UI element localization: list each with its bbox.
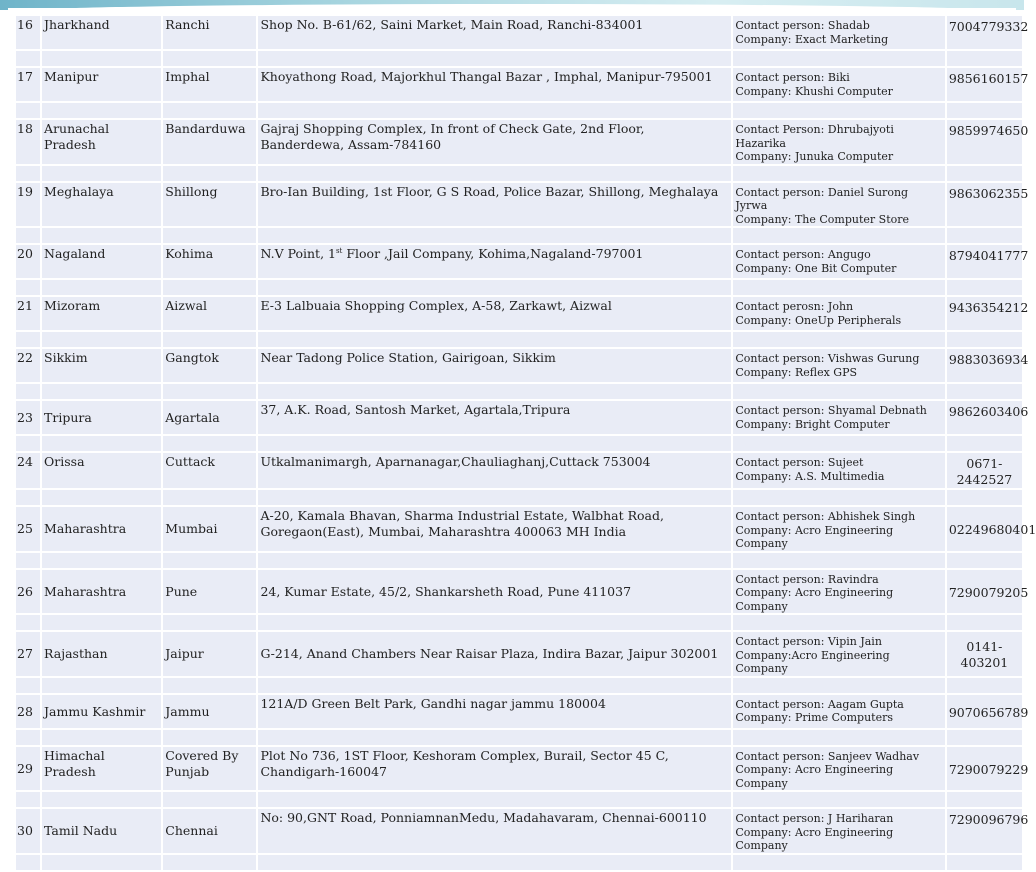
address-cell: E-3 Lalbuaia Shopping Complex, A-58, Zarkawt, Aizwal [258, 297, 731, 330]
serial-number: 28 [16, 695, 40, 728]
phone-cell: 9859974650 [947, 120, 1022, 164]
table-row [16, 183, 1022, 227]
city-cell: Kohima [163, 245, 256, 278]
city-cell: Mumbai [163, 507, 256, 551]
spacer-row [16, 280, 1022, 295]
state-cell: Mizoram [42, 297, 161, 330]
table-row [16, 120, 1022, 164]
contact-cell [733, 570, 944, 614]
city-cell: Shillong [163, 183, 256, 227]
table-row [16, 453, 1022, 488]
state-cell: Maharashtra [42, 507, 161, 551]
contact-person: Contact Person: Dhrubajyoti Hazarika [735, 123, 894, 150]
city-cell: Cuttack [163, 453, 256, 488]
contact-cell [733, 120, 944, 164]
spacer-row [16, 730, 1022, 745]
spacer-row [16, 792, 1022, 807]
spacer-row [16, 436, 1022, 451]
company-name: Company:Acro Engineering Company [735, 648, 890, 675]
address-cell: N.V Point, 1st Floor ,Jail Company, Kohima,Nagaland-797001 [258, 245, 731, 278]
address-cell: Shop No. B-61/62, Saini Market, Main Road, Ranchi-834001 [258, 16, 731, 49]
serial-number: 20 [16, 245, 40, 278]
spacer-row [16, 678, 1022, 693]
table-row [16, 68, 1022, 101]
address-cell: Utkalmanimargh, Aparnanagar,Chauliaghanj,Cuttack 753004 [258, 453, 731, 488]
phone-cell: 9883036934 [947, 349, 1022, 382]
address-cell: Khoyathong Road, Majorkhul Thangal Bazar , Imphal, Manipur-795001 [258, 68, 731, 101]
address-cell: Plot No 736, 1ST Floor, Keshoram Complex, Burail, Sector 45 C, Chandigarh-160047 [258, 747, 731, 791]
contact-person: Contact person: Vipin Jain [735, 635, 882, 648]
phone-cell: 9856160157 [947, 68, 1022, 101]
serial-number: 16 [16, 16, 40, 49]
city-cell: Covered By Punjab [163, 747, 256, 791]
phone-cell: 9436354212 [947, 297, 1022, 330]
address-cell: G-214, Anand Chambers Near Raisar Plaza, Indira Bazar, Jaipur 302001 [258, 632, 731, 676]
contact-cell [733, 297, 944, 330]
spacer-row [16, 103, 1022, 118]
table-row [16, 245, 1022, 278]
spacer-row [16, 166, 1022, 181]
serial-number: 24 [16, 453, 40, 488]
phone-cell: 7290079205 [947, 570, 1022, 614]
contact-cell [733, 695, 944, 728]
serial-number: 18 [16, 120, 40, 164]
serial-number: 19 [16, 183, 40, 227]
contact-person: Contact person: Shyamal Debnath [735, 404, 927, 417]
document-sheet [8, 8, 1036, 852]
serial-number: 27 [16, 632, 40, 676]
contact-person: Contact person: J Hariharan [735, 812, 894, 825]
contact-person: Contact person: Sanjeev Wadhav [735, 749, 920, 763]
table-row [16, 297, 1022, 330]
company-name: Company: Junuka Computer [735, 150, 894, 163]
company-name: Company: Acro Engineering Company [735, 523, 894, 550]
phone-cell: 9070656789 [947, 695, 1022, 728]
contact-person: Contact perosn: John [735, 300, 854, 313]
contact-cell [733, 183, 944, 227]
serial-number: 23 [16, 401, 40, 434]
spacer-row [16, 855, 1022, 870]
city-cell: Imphal [163, 68, 256, 101]
contact-cell [733, 16, 944, 49]
company-name: Company: Acro Engineering Company [735, 763, 894, 790]
table-row [16, 747, 1022, 791]
company-name: Company: Bright Computer [735, 417, 890, 431]
contacts-table [14, 14, 1036, 872]
state-cell: Orissa [42, 453, 161, 488]
spacer-row [16, 228, 1022, 243]
table-row [16, 401, 1022, 434]
contact-person: Contact person: Abhishek Singh [735, 510, 916, 523]
state-cell: Manipur [42, 68, 161, 101]
phone-cell: 7004779332 [947, 16, 1022, 49]
state-cell: Jharkhand [42, 16, 161, 49]
address-cell: 24, Kumar Estate, 45/2, Shankarsheth Road, Pune 411037 [258, 570, 731, 614]
city-cell: Agartala [163, 401, 256, 434]
phone-cell: 7290079229 [947, 747, 1022, 791]
address-cell: Gajraj Shopping Complex, In front of Check Gate, 2nd Floor, Banderdewa, Assam-784160 [258, 120, 731, 164]
serial-number: 21 [16, 297, 40, 330]
address-cell: A-20, Kamala Bhavan, Sharma Industrial Estate, Walbhat Road, Goregaon(East), Mumbai, Maharashtra 400063 MH India [258, 507, 731, 551]
state-cell: Tripura [42, 401, 161, 434]
address-cell: Near Tadong Police Station, Gairigoan, Sikkim [258, 349, 731, 382]
state-cell: Meghalaya [42, 183, 161, 227]
spacer-row [16, 384, 1022, 399]
table-row [16, 809, 1022, 853]
phone-cell: 02249680401 [947, 507, 1022, 551]
contact-cell [733, 809, 944, 853]
serial-number: 22 [16, 349, 40, 382]
spacer-row [16, 51, 1022, 66]
serial-number: 17 [16, 68, 40, 101]
table-row [16, 16, 1022, 49]
serial-number: 25 [16, 507, 40, 551]
contact-person: Contact person: Vishwas Gurung [735, 352, 920, 365]
contact-cell [733, 68, 944, 101]
table-row [16, 632, 1022, 676]
address-cell: 121A/D Green Belt Park, Gandhi nagar jammu 180004 [258, 695, 731, 728]
company-name: Company: Acro Engineering Company [735, 586, 894, 613]
contact-cell [733, 453, 944, 488]
address-cell: No: 90,GNT Road, PonniamnanMedu, Madahavaram, Chennai-600110 [258, 809, 731, 853]
contact-cell [733, 632, 944, 676]
city-cell: Jaipur [163, 632, 256, 676]
address-cell: 37, A.K. Road, Santosh Market, Agartala,Tripura [258, 401, 731, 434]
company-name: Company: One Bit Computer [735, 261, 897, 275]
phone-cell: 9863062355 [947, 183, 1022, 227]
table-row [16, 570, 1022, 614]
contact-person: Contact person: Sujeet [735, 456, 864, 469]
address-cell: Bro-Ian Building, 1st Floor, G S Road, Police Bazar, Shillong, Meghalaya [258, 183, 731, 227]
spacer-row [16, 553, 1022, 568]
contact-person: Contact person: Daniel Surong Jyrwa [735, 185, 909, 212]
city-cell: Jammu [163, 695, 256, 728]
table-row [16, 695, 1022, 728]
contact-cell [733, 245, 944, 278]
table-row [16, 507, 1022, 551]
contact-cell [733, 349, 944, 382]
contact-person: Contact person: Shadab [735, 19, 870, 32]
table-row [16, 349, 1022, 382]
state-cell: Rajasthan [42, 632, 161, 676]
company-name: Company: Khushi Computer [735, 84, 893, 98]
contact-cell [733, 401, 944, 434]
serial-number: 29 [16, 747, 40, 791]
spacer-row [16, 615, 1022, 630]
phone-cell: 7290096796 [947, 809, 1022, 853]
spacer-row [16, 490, 1022, 505]
company-name: Company: Exact Marketing [735, 32, 889, 46]
contact-person: Contact person: Angugo [735, 248, 871, 261]
contact-cell [733, 507, 944, 551]
state-cell: Nagaland [42, 245, 161, 278]
state-cell: Maharashtra [42, 570, 161, 614]
contact-person: Contact person: Ravindra [735, 572, 879, 586]
company-name: Company: Reflex GPS [735, 365, 858, 379]
state-cell: Arunachal Pradesh [42, 120, 161, 164]
phone-cell: 8794041777 [947, 245, 1022, 278]
contact-person: Contact person: Aagam Gupta [735, 697, 904, 711]
contact-person: Contact person: Biki [735, 71, 850, 84]
contact-cell [733, 747, 944, 791]
company-name: Company: Prime Computers [735, 711, 894, 724]
city-cell: Chennai [163, 809, 256, 853]
phone-cell: 9862603406 [947, 401, 1022, 434]
company-name: Company: A.S. Multimedia [735, 469, 885, 483]
state-cell: Sikkim [42, 349, 161, 382]
state-cell: Jammu Kashmir [42, 695, 161, 728]
city-cell: Pune [163, 570, 256, 614]
serial-number: 26 [16, 570, 40, 614]
city-cell: Ranchi [163, 16, 256, 49]
city-cell: Bandarduwa [163, 120, 256, 164]
serial-number: 30 [16, 809, 40, 853]
company-name: Company: Acro Engineering Company [735, 825, 894, 852]
state-cell: Tamil Nadu [42, 809, 161, 853]
phone-cell: 0141-403201 [947, 632, 1022, 676]
company-name: Company: The Computer Store [735, 212, 910, 226]
state-cell: Himachal Pradesh [42, 747, 161, 791]
phone-cell: 0671-2442527 [947, 453, 1022, 488]
company-name: Company: OneUp Peripherals [735, 313, 902, 327]
spacer-row [16, 332, 1022, 347]
city-cell: Aizwal [163, 297, 256, 330]
city-cell: Gangtok [163, 349, 256, 382]
